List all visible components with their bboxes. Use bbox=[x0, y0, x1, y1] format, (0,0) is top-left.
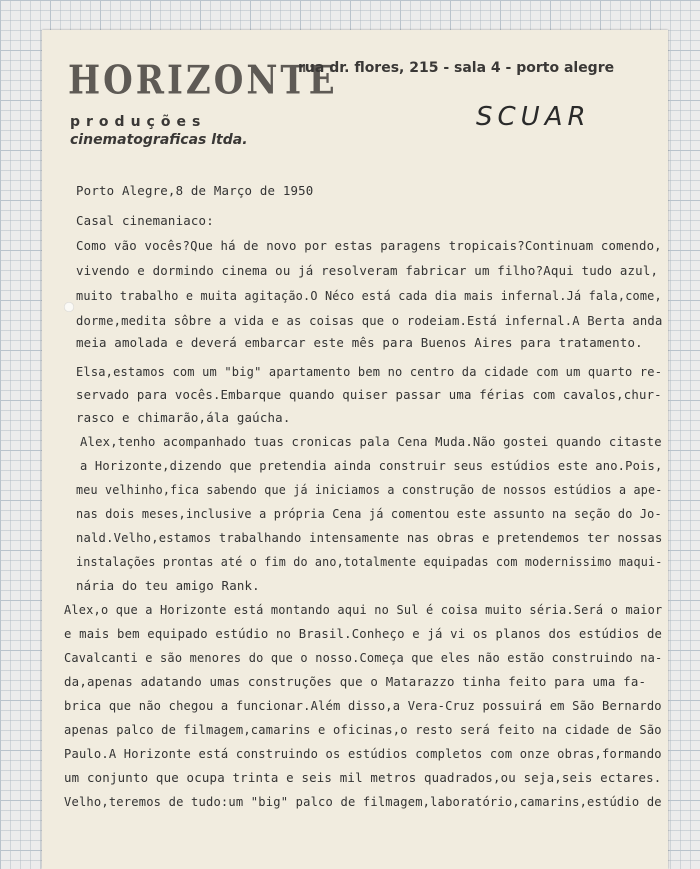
letter-line: dorme,medita sôbre a vida e as coisas que o rodeiam.Está infernal.A Berta anda bbox=[76, 313, 663, 328]
letter-line: e mais bem equipado estúdio no Brasil.Conheço e já vi os planos dos estúdios de bbox=[64, 626, 663, 641]
handwritten-annotation: SCUAR bbox=[476, 102, 591, 132]
letterhead-address: rua dr. flores, 215 - sala 4 - porto alegre bbox=[298, 60, 615, 76]
letter-line: Velho,teremos de tudo:um "big" palco de filmagem,laboratório,camarins,estúdio de bbox=[64, 794, 662, 809]
letter-line: um conjunto que ocupa trinta e seis mil metros quadrados,ou seja,seis ectares. bbox=[64, 770, 662, 785]
letter-line: rasco e chimarão,ála gaúcha. bbox=[76, 410, 291, 425]
letter-line: a Horizonte,dizendo que pretendia ainda construir seus estúdios este ano.Pois, bbox=[80, 458, 663, 473]
letter-body bbox=[42, 30, 668, 869]
letterhead-brand: HORIZONTE bbox=[68, 58, 338, 104]
letter-line: Cavalcanti e são menores do que o nosso.Começa que eles não estão construindo na- bbox=[64, 650, 663, 665]
letter-line: Paulo.A Horizonte está construindo os estúdios completos com onze obras,formando bbox=[64, 746, 662, 761]
letter-line: meu velhinho,fica sabendo que já iniciamos a construção de nossos estúdios a ape- bbox=[76, 482, 663, 497]
letter-line: Alex,o que a Horizonte está montando aqui no Sul é coisa muito séria.Será o maior bbox=[64, 602, 663, 617]
letter-line: nald.Velho,estamos trabalhando intensamente nas obras e pretendemos ter nossas bbox=[76, 530, 663, 545]
letter-line: nária do teu amigo Rank. bbox=[76, 578, 260, 593]
letter-line: Elsa,estamos com um "big" apartamento bem no centro da cidade com um quarto re- bbox=[76, 364, 663, 379]
letter-line: brica que não chegou a funcionar.Além disso,a Vera-Cruz possuirá em São Bernardo bbox=[64, 698, 662, 713]
letter-salutation: Casal cinemaniaco: bbox=[76, 213, 214, 228]
letter-line: instalações prontas até o fim do ano,totalmente equipadas com modernissimo maqui- bbox=[76, 554, 663, 569]
letter-line: meia amolada e deverá embarcar este mês para Buenos Aires para tratamento. bbox=[76, 335, 643, 350]
letter-line: nas dois meses,inclusive a própria Cena já comentou este assunto na seção do Jo- bbox=[76, 506, 662, 521]
letter-line: da,apenas adatando umas construções que o Matarazzo tinha feito para uma fa- bbox=[64, 674, 647, 689]
letter-line: apenas palco de filmagem,camarins e oficinas,o resto será feito na cidade de São bbox=[64, 722, 662, 737]
letter-line: muito trabalho e muita agitação.O Néco está cada dia mais infernal.Já fala,come, bbox=[76, 288, 662, 303]
letter-line: Como vão vocês?Que há de novo por estas paragens tropicais?Continuam comendo, bbox=[76, 238, 662, 253]
letterhead-cinematograficas: cinematograficas ltda. bbox=[70, 132, 248, 148]
letterhead-producoes: produções bbox=[70, 114, 207, 130]
letter-line: Alex,tenho acompanhado tuas cronicas pala Cena Muda.Não gostei quando citaste bbox=[80, 434, 662, 449]
letter-line: servado para vocês.Embarque quando quiser passar uma férias com cavalos,chur- bbox=[76, 387, 662, 402]
letter-line: vivendo e dormindo cinema ou já resolveram fabricar um filho?Aqui tudo azul, bbox=[76, 263, 659, 278]
letter-sheet bbox=[42, 30, 668, 869]
letter-date: Porto Alegre,8 de Março de 1950 bbox=[76, 183, 314, 198]
